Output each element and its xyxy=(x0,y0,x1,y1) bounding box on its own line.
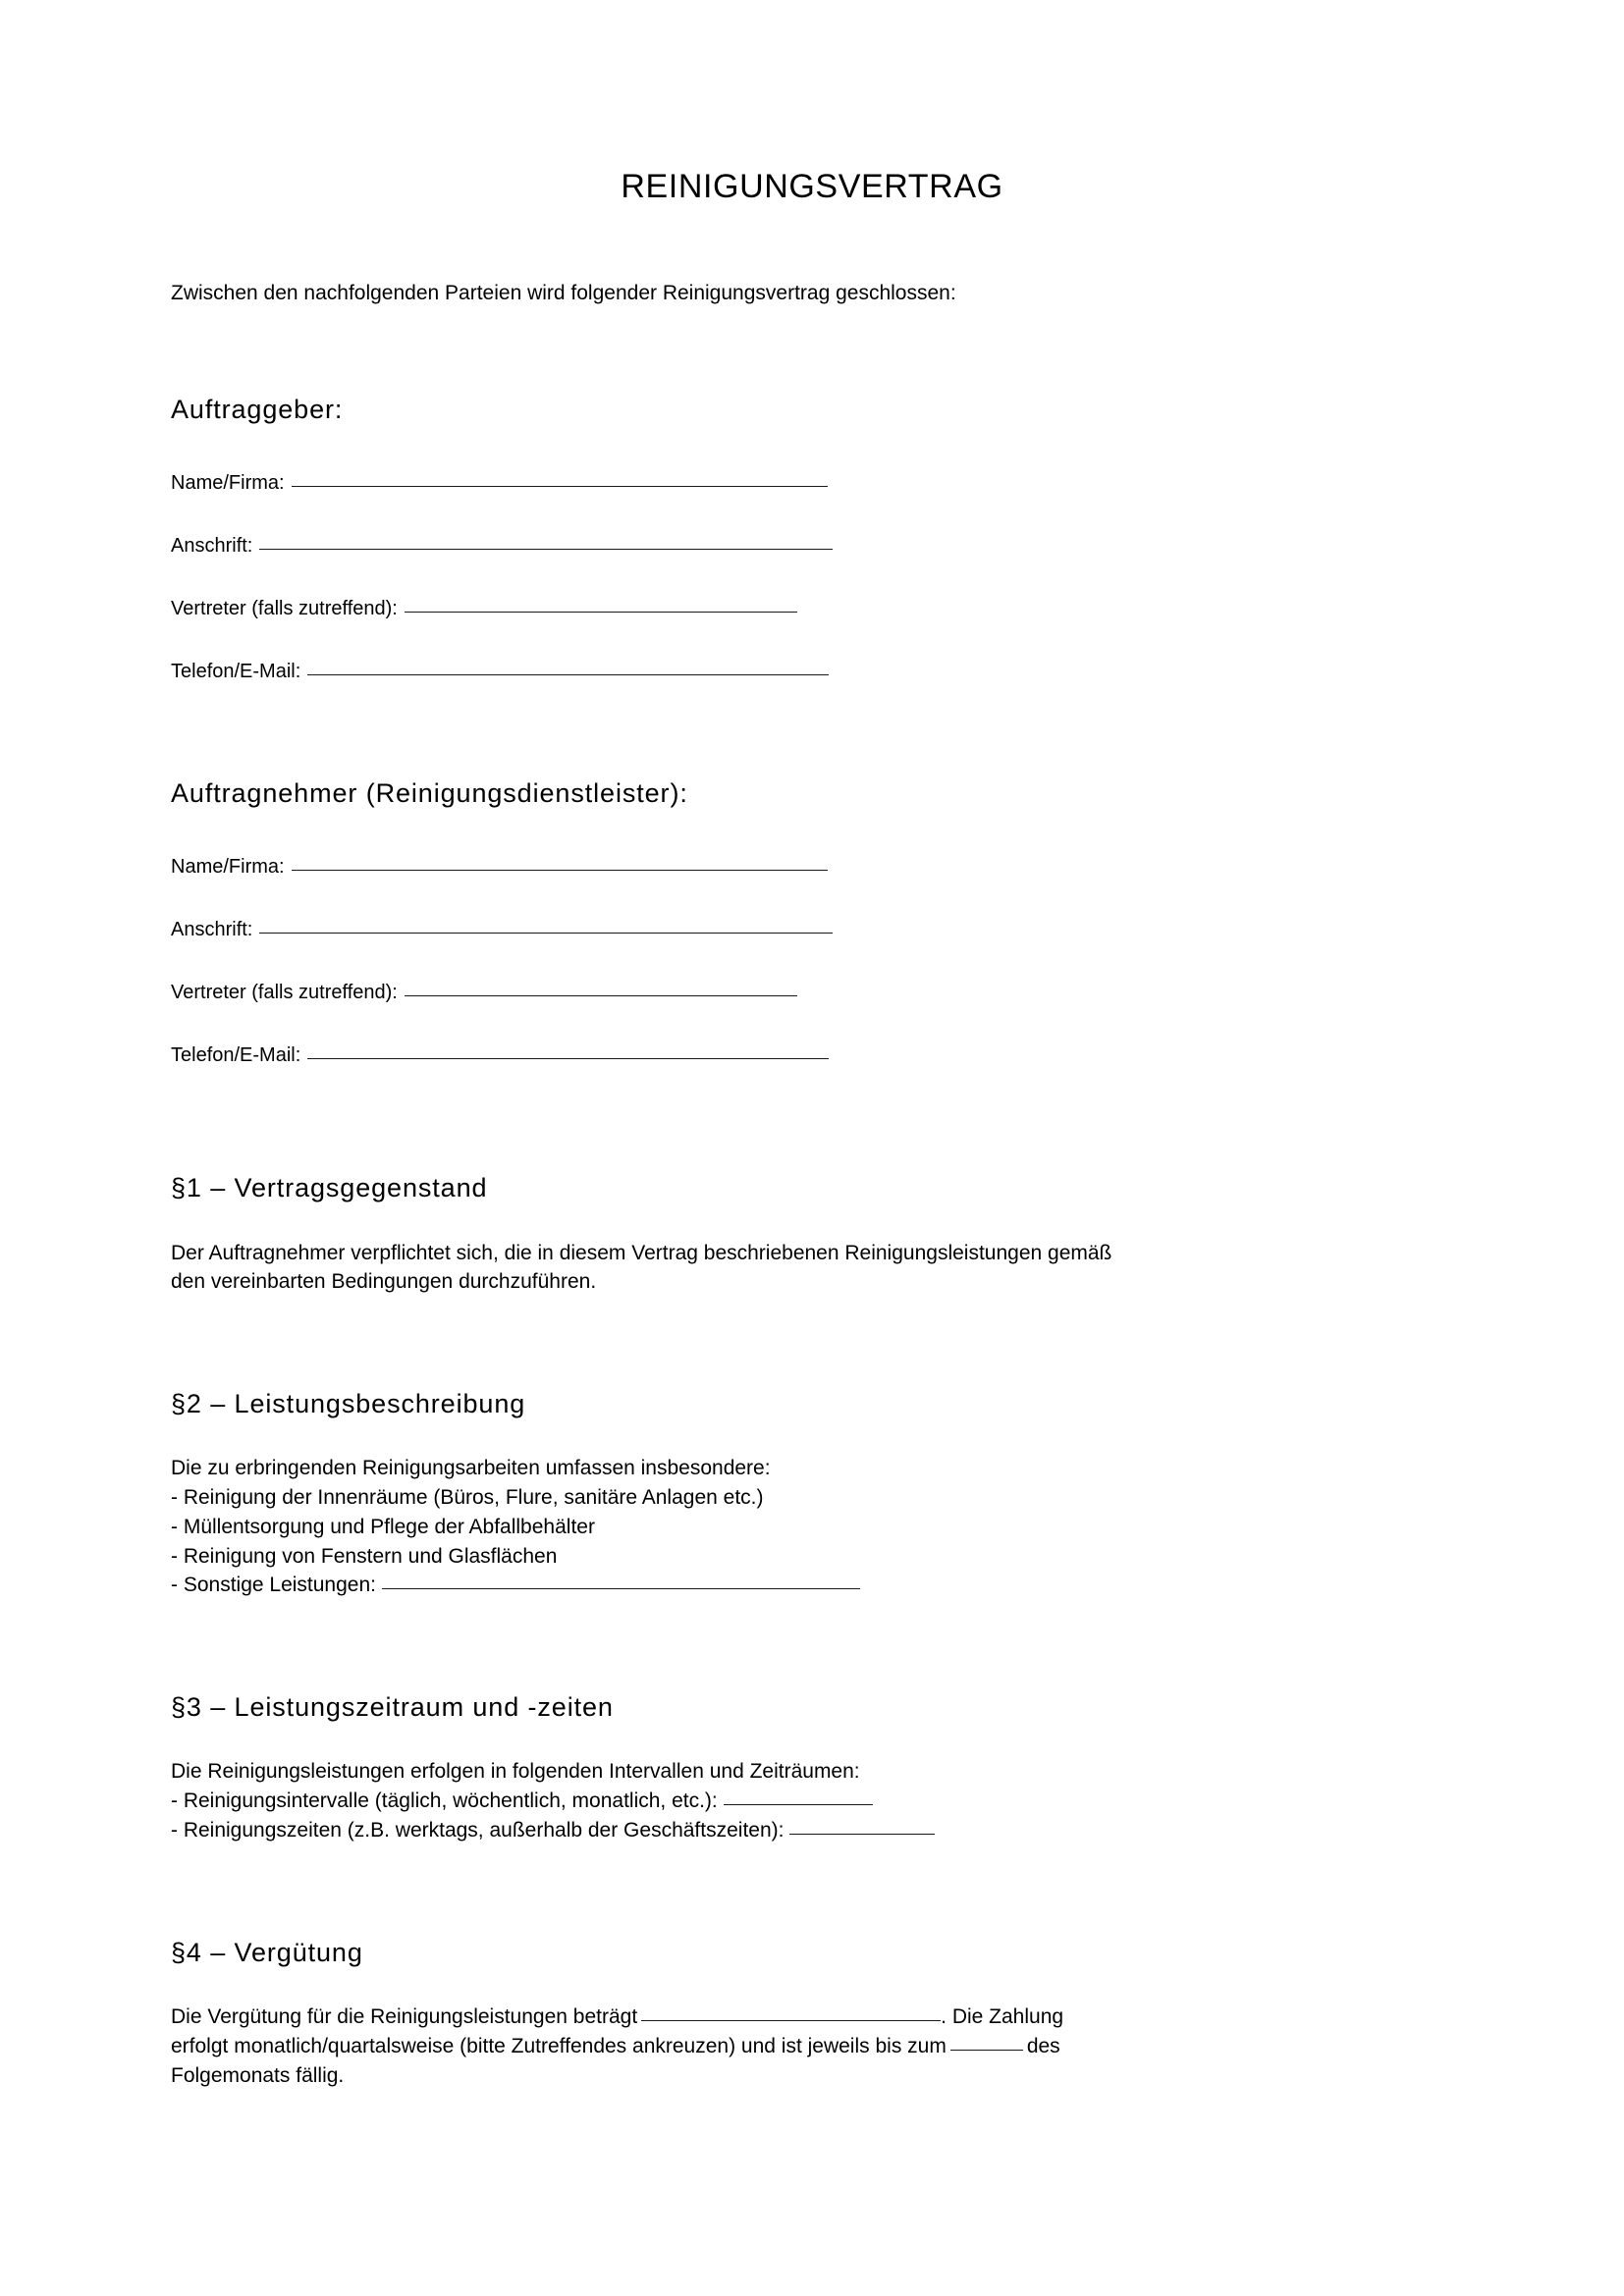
section-2-item-3: - Reinigung von Fenstern und Glasflächen xyxy=(171,1544,558,1568)
client-contact-row xyxy=(171,659,1453,685)
section-4-line-2 xyxy=(171,2032,1437,2061)
remuneration-text-part-4: des xyxy=(1026,2034,1060,2057)
remuneration-amount-input[interactable] xyxy=(641,2020,941,2021)
client-field-list xyxy=(171,470,1453,685)
contractor-representative-row xyxy=(171,980,1453,1006)
contractor-contact-input[interactable] xyxy=(307,1058,829,1059)
client-representative-label: Vertreter (falls zutreffend): xyxy=(171,598,398,620)
cleaning-interval-label: - Reinigungsintervalle (täglich, wöchentlich, monatlich, etc.): xyxy=(171,1789,718,1813)
client-address-row xyxy=(171,533,1453,560)
section-2-heading: §2 – Leistungsbeschreibung xyxy=(171,1389,526,1419)
section-3-item-2 xyxy=(171,1816,1437,1845)
remuneration-text-part-3: erfolgt monatlich/quartalsweise (bitte Zutreffendes ankreuzen) und ist jeweils bis zum xyxy=(171,2034,947,2057)
section-2-body xyxy=(171,1421,1437,1600)
contractor-representative-input[interactable] xyxy=(405,995,797,996)
contractor-section-heading: Auftragnehmer (Reinigungsdienstleister): xyxy=(171,778,688,809)
remuneration-text-part-2: . Die Zahlung xyxy=(941,2004,1064,2028)
section-3-body xyxy=(171,1725,1437,1844)
client-representative-row xyxy=(171,596,1453,622)
contractor-name-input[interactable] xyxy=(292,870,828,871)
client-name-label: Name/Firma: xyxy=(171,472,285,495)
contractor-contact-row xyxy=(171,1042,1453,1069)
contractor-address-row xyxy=(171,917,1453,943)
section-4-line-3: Folgemonats fällig. xyxy=(171,2063,345,2087)
client-section-heading: Auftraggeber: xyxy=(171,395,344,425)
other-services-input[interactable] xyxy=(382,1588,860,1589)
client-name-row xyxy=(171,470,1453,497)
section-2-item-1: - Reinigung der Innenräume (Büros, Flure, sanitäre Anlagen etc.) xyxy=(171,1486,764,1510)
contractor-representative-label: Vertreter (falls zutreffend): xyxy=(171,982,398,1004)
cleaning-times-label: - Reinigungszeiten (z.B. werktags, außerhalb der Geschäftszeiten): xyxy=(171,1819,785,1842)
section-1-body xyxy=(171,1206,1437,1298)
section-1-line-1: Der Auftragnehmer verpflichtet sich, die in diesem Vertrag beschriebenen Reinigungsleistungen gemäß xyxy=(171,1241,1112,1264)
section-2-lead: Die zu erbringenden Reinigungsarbeiten umfassen insbesondere: xyxy=(171,1457,771,1480)
client-contact-input[interactable] xyxy=(307,674,829,675)
section-1-heading: §1 – Vertragsgegenstand xyxy=(171,1173,488,1203)
client-address-input[interactable] xyxy=(259,549,833,550)
section-2-item-4 xyxy=(171,1571,1437,1600)
section-3-lead: Die Reinigungsleistungen erfolgen in folgenden Intervallen und Zeiträumen: xyxy=(171,1760,860,1784)
client-representative-input[interactable] xyxy=(405,612,797,613)
remuneration-text-part-1: Die Vergütung für die Reinigungsleistungen beträgt xyxy=(171,2004,638,2028)
contractor-contact-label: Telefon/E-Mail: xyxy=(171,1044,301,1067)
section-4-heading: §4 – Vergütung xyxy=(171,1937,363,1967)
contractor-address-label: Anschrift: xyxy=(171,919,253,941)
contractor-name-label: Name/Firma: xyxy=(171,856,285,879)
other-services-label: - Sonstige Leistungen: xyxy=(171,1574,376,1597)
section-1-line-2: den vereinbarten Bedingungen durchzuführen. xyxy=(171,1270,597,1294)
cleaning-interval-input[interactable] xyxy=(724,1804,873,1805)
payment-day-input[interactable] xyxy=(950,2050,1023,2051)
section-3-heading: §3 – Leistungszeitraum und -zeiten xyxy=(171,1692,614,1723)
section-4-line-1 xyxy=(171,2002,1437,2032)
client-contact-label: Telefon/E-Mail: xyxy=(171,661,301,683)
section-3-item-1 xyxy=(171,1787,1437,1816)
contractor-field-list xyxy=(171,854,1453,1069)
client-name-input[interactable] xyxy=(292,486,828,487)
intro-paragraph: Zwischen den nachfolgenden Parteien wird folgender Reinigungsvertrag geschlossen: xyxy=(171,281,956,304)
section-4-body xyxy=(171,1970,1437,2090)
page-title: REINIGUNGSVERTRAG xyxy=(621,168,1003,205)
contractor-name-row xyxy=(171,854,1453,881)
client-address-label: Anschrift: xyxy=(171,535,253,558)
section-2-item-2: - Müllentsorgung und Pflege der Abfallbehälter xyxy=(171,1515,595,1538)
contractor-address-input[interactable] xyxy=(259,933,833,934)
cleaning-times-input[interactable] xyxy=(789,1834,935,1835)
